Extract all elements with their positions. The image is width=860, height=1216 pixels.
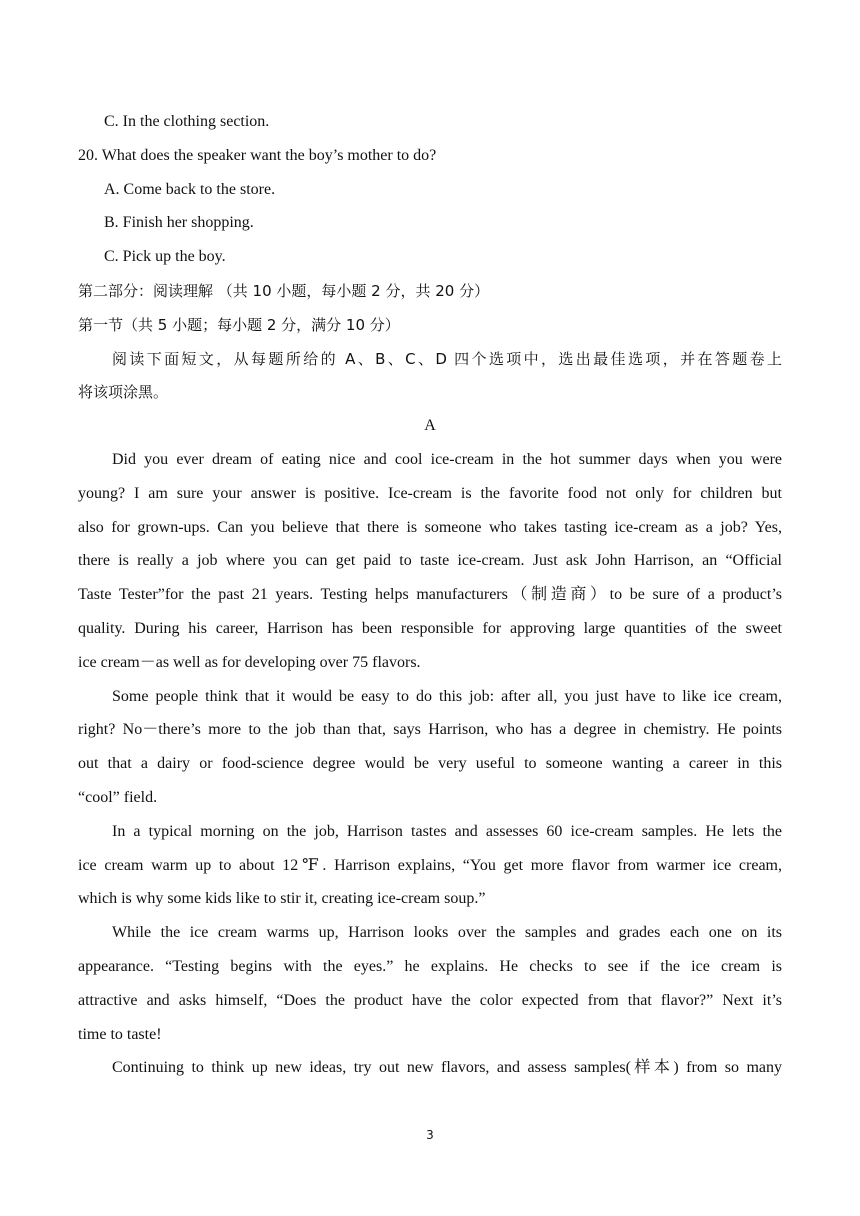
passage-line: Did you ever dream of eating nice and cool ice-cream in the hot summer days when you were [112,451,782,468]
passage-label: A [424,417,436,434]
option-20b: B. Finish her shopping. [104,214,254,231]
subsection-heading: 第一节（共 5 小题；每小题 2 分，满分 10 分） [78,316,400,334]
passage-line: which is why some kids like to stir it, creating ice-cream soup.” [78,890,486,907]
passage-line: young? I am sure your answer is positive. Ice-cream is the favorite food not only for children but [78,485,782,502]
passage-line: time to taste! [78,1026,162,1043]
passage-line: quality. During his career, Harrison has been responsible for approving large quantities of the sweet [78,620,782,637]
passage-line: also for grown-ups. Can you believe that there is someone who takes tasting ice-cream as a job? Yes, [78,519,782,536]
instructions-line-1: 阅读下面短文，从每题所给的 A、B、C、D 四个选项中，选出最佳选项，并在答题卷上 [112,350,782,368]
option-20c: C. Pick up the boy. [104,248,226,265]
passage-line: out that a dairy or food-science degree would be very useful to someone wanting a career in this [78,755,782,772]
section-heading: 第二部分：阅读理解 （共 10 小题，每小题 2 分，共 20 分） [78,282,490,300]
passage-line: appearance. “Testing begins with the eyes.” he explains. He checks to see if the ice cream is [78,958,782,975]
passage-line: right? No－there’s more to the job than that, says Harrison, who has a degree in chemistry. He points [78,721,782,738]
passage-line: Continuing to think up new ideas, try out new flavors, and assess samples(样本) from so many [112,1059,782,1076]
instructions-line-2: 将该项涂黑。 [78,383,169,401]
question-20: 20. What does the speaker want the boy’s mother to do? [78,147,437,164]
passage-line: While the ice cream warms up, Harrison looks over the samples and grades each one on its [112,924,782,941]
passage-line: In a typical morning on the job, Harrison tastes and assesses 60 ice-cream samples. He lets the [112,823,782,840]
passage-line: ice cream－as well as for developing over 75 flavors. [78,654,421,671]
passage-line: ice cream warm up to about 12℉. Harrison explains, “You get more flavor from warmer ice cream, [78,857,782,874]
passage-line: Taste Tester”for the past 21 years. Testing helps manufacturers（制造商）to be sure of a product’s [78,586,782,603]
option-19c: C. In the clothing section. [104,113,270,130]
passage-line: there is really a job where you can get paid to taste ice-cream. Just ask John Harrison, an “Official [78,552,782,569]
option-20a: A. Come back to the store. [104,181,276,198]
page-number: 3 [426,1128,434,1142]
passage-line: attractive and asks himself, “Does the product have the color expected from that flavor?” Next it’s [78,992,782,1009]
passage-line: “cool” field. [78,789,158,806]
passage-line: Some people think that it would be easy to do this job: after all, you just have to like ice cream, [112,688,782,705]
